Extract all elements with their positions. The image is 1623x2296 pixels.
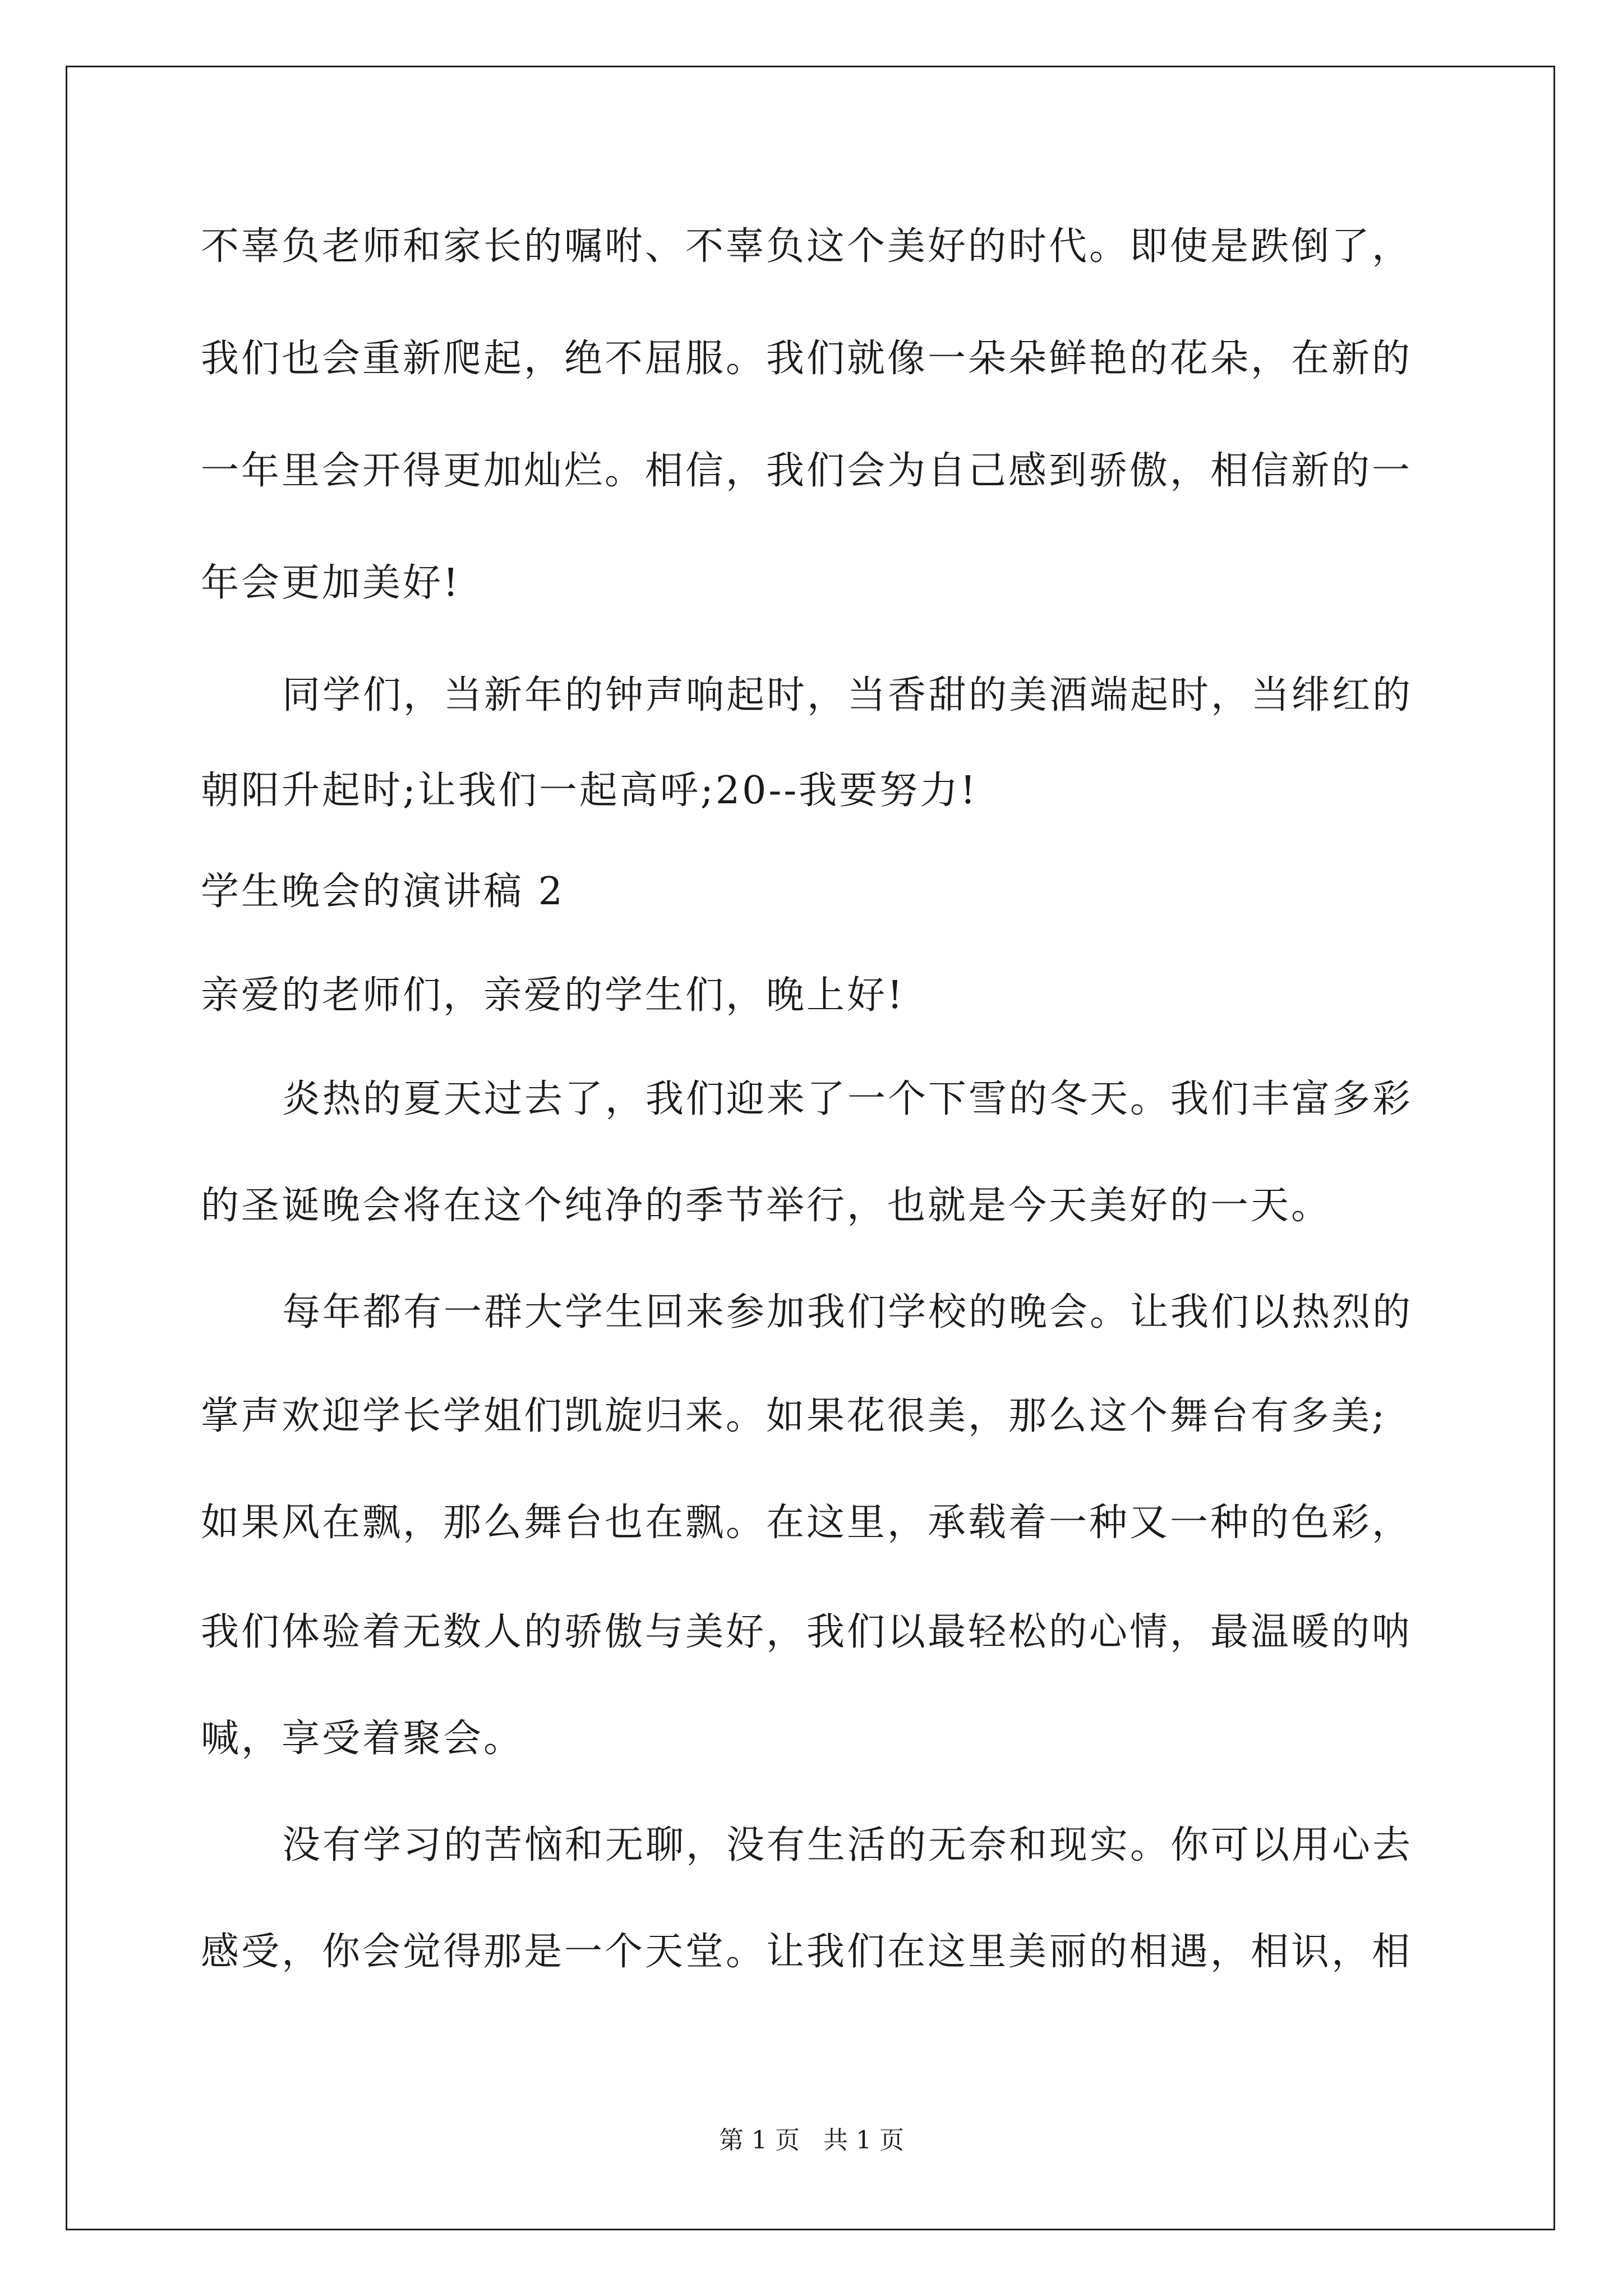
text-line: 喊，享受着聚会。 [201,1717,524,1761]
text-line: 同学们，当新年的钟声响起时，当香甜的美酒端起时，当绯红的 [282,673,1413,717]
text-line: 炎热的夏天过去了，我们迎来了一个下雪的冬天。我们丰富多彩 [282,1077,1413,1121]
salutation: 亲爱的老师们，亲爱的学生们，晚上好! [201,973,905,1018]
text-line: 一年里会开得更加灿烂。相信，我们会为自己感到骄傲，相信新的一 [201,449,1413,493]
text-line: 朝阳升起时;让我们一起高呼;20--我要努力! [201,769,978,813]
text-line: 我们也会重新爬起，绝不屈服。我们就像一朵朵鲜艳的花朵，在新的 [201,337,1413,381]
page-number: 第 1 页 共 1 页 [719,2126,904,2155]
text-line: 每年都有一群大学生回来参加我们学校的晚会。让我们以热烈的 [282,1290,1413,1335]
text-line: 如果风在飘，那么舞台也在飘。在这里，承载着一种又一种的色彩， [201,1501,1413,1545]
text-line: 没有学习的苦恼和无聊，没有生活的无奈和现实。你可以用心去 [282,1823,1413,1867]
text-line: 年会更加美好! [201,561,461,605]
text-line: 感受，你会觉得那是一个天堂。让我们在这里美丽的相遇，相识，相 [201,1930,1413,1974]
text-line: 掌声欢迎学长学姐们凯旋归来。如果花很美，那么这个舞台有多美; [201,1394,1387,1438]
section-heading: 学生晚会的演讲稿 2 [201,869,565,914]
text-line: 不辜负老师和家长的嘱咐、不辜负这个美好的时代。即使是跌倒了， [201,224,1413,269]
text-line: 的圣诞晚会将在这个纯净的季节举行，也就是今天美好的一天。 [201,1184,1332,1228]
page-border [66,66,1555,2230]
text-line: 我们体验着无数人的骄傲与美好，我们以最轻松的心情，最温暖的呐 [201,1610,1413,1654]
